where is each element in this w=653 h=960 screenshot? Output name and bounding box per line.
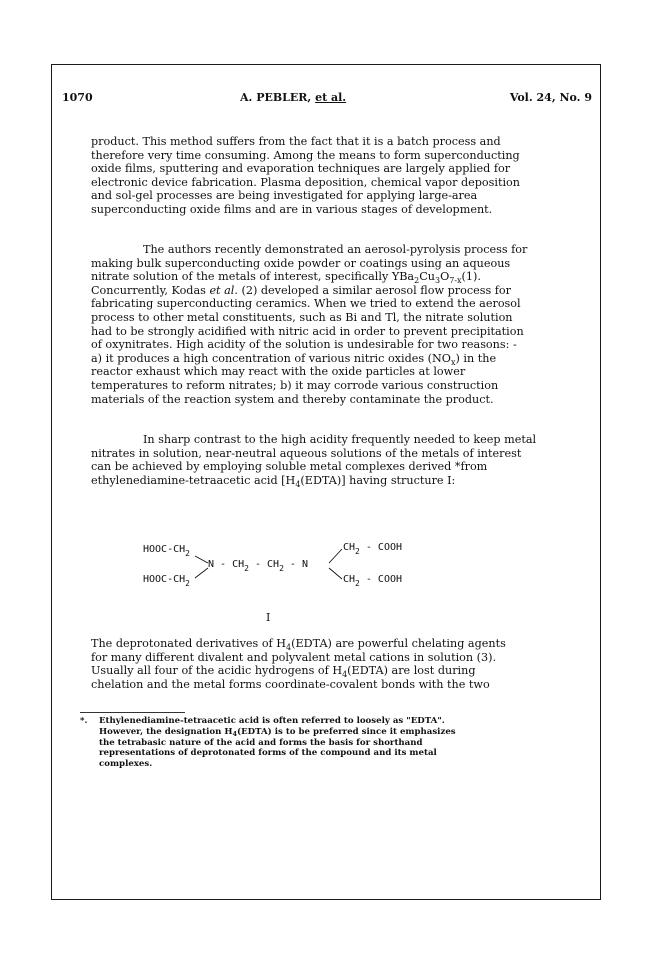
footnote-line: representations of deprotonated forms of the compound and its metal	[99, 748, 437, 759]
text-run: Cu	[419, 270, 435, 284]
footnote-line	[99, 727, 589, 738]
bond-line	[329, 568, 342, 579]
text-line: materials of the reaction system and thereby contaminate the product.	[91, 392, 494, 406]
text-run: ethylenediamine-tetraacetic acid [H	[91, 473, 296, 487]
paragraph-2	[91, 243, 591, 406]
text-line	[91, 637, 591, 651]
bond-line	[195, 568, 208, 578]
left-top-group: HOOC-$CH_2$	[143, 544, 190, 558]
text-run: Usually all four of the acidic hydrogens of H	[91, 664, 343, 678]
text-line: had to be strongly acidified with nitric acid in order to prevent precipitation	[91, 324, 524, 338]
text-run: nitrate solution of the metals of interest, specifically YBa	[91, 270, 415, 284]
text-run: The authors recently demonstrated an aerosol-pyrolysis process for	[143, 243, 528, 256]
subscript: 7-x	[449, 276, 462, 286]
text-line: of oxynitrates. High acidity of the solution is undesirable for two reasons: -	[91, 338, 517, 352]
bond-line	[195, 556, 208, 563]
text-run: (EDTA) is to be preferred since it emphasizes	[237, 726, 456, 737]
text-line: fabricating superconducting ceramics. When we tried to extend the aerosol	[91, 297, 521, 311]
footnote-rule	[80, 712, 185, 713]
subscript: x	[450, 357, 456, 367]
running-header	[62, 91, 592, 107]
text-line	[91, 270, 591, 284]
subscript: 3	[434, 276, 441, 286]
subscript: 4	[286, 643, 292, 652]
right-top-group: $CH_2$ - COOH	[343, 542, 403, 556]
text-line: therefore very time consuming. Among the means to form superconducting	[91, 148, 520, 162]
text-run: However, the designation H	[99, 726, 233, 737]
subscript: 4	[342, 670, 348, 680]
text-run: (EDTA) are lost during	[347, 664, 476, 678]
volume-issue: Vol. 24, No. 9	[509, 91, 592, 104]
text-run: In sharp contrast to the high acidity frequently needed to keep metal	[143, 433, 537, 446]
right-bottom-group: $CH_2$ - COOH	[343, 574, 403, 588]
chemical-structure	[91, 530, 591, 620]
page-number: 1070	[62, 91, 93, 104]
structure-drawing	[91, 530, 591, 610]
running-authors	[240, 91, 346, 104]
structure-label: I	[266, 611, 271, 624]
subscript: 2	[414, 276, 420, 286]
subscript: 4	[232, 729, 238, 738]
text-run: The deprotonated derivatives of H	[91, 637, 287, 650]
footnote-marker: *.	[80, 716, 88, 726]
text-line: can be achieved by employing soluble metal complexes derived *from	[91, 460, 488, 474]
text-run: (2) developed a similar aerosol flow process for	[237, 283, 512, 297]
left-bottom-group: HOOC-$CH_2$	[143, 574, 190, 588]
text-line	[91, 664, 591, 678]
text-line: for many different divalent and polyvalent metal cations in solution (3).	[91, 650, 497, 664]
text-line: oxide films, sputtering and evaporation techniques are largely applied for	[91, 162, 511, 176]
text-line: process to other metal constituents, such as Bi and Tl, the nitrate solution	[91, 310, 513, 324]
text-run: ) in the	[455, 351, 497, 365]
subscript: 4	[295, 479, 301, 489]
text-line	[91, 474, 591, 488]
text-run: Concurrently, Kodas	[91, 283, 210, 297]
text-run: (EDTA) are powerful chelating agents	[291, 637, 506, 650]
text-line	[91, 284, 591, 298]
text-run: (EDTA)] having structure I:	[300, 473, 456, 487]
text-run: O	[440, 270, 450, 284]
text-line: electronic device fabrication. Plasma deposition, chemical vapor deposition	[91, 175, 520, 189]
text-line	[91, 352, 591, 366]
footnote-body	[99, 716, 589, 770]
text-run: a) it produces a high concentration of various nitric oxides (NO	[91, 351, 451, 365]
text-line: superconducting oxide films and are in various stages of development.	[91, 202, 493, 216]
text-line: nitrates in solution, near-neutral aqueous solutions of the metals of interest	[91, 446, 522, 460]
text-line: and sol-gel processes are being investigated for applying large-area	[91, 189, 478, 203]
text-line: temperatures to reform nitrates; b) it may corrode various construction	[91, 378, 499, 392]
text-line	[91, 433, 591, 447]
text-line: making bulk superconducting oxide powder or coatings using an aqueous	[91, 256, 511, 270]
authors-lead: A. PEBLER,	[240, 91, 316, 104]
paragraph-1	[91, 135, 591, 217]
backbone-chain: N - $CH_2 - CH_2$ - N	[208, 559, 308, 573]
text-line: reactor exhaust which may react with the oxide particles at lower	[91, 365, 466, 379]
paragraph-3	[91, 433, 591, 487]
text-run: (1).	[461, 270, 481, 284]
footnote-line: Ethylenediamine-tetraacetic acid is often referred to loosely as "EDTA".	[99, 716, 445, 726]
paragraph-4	[91, 637, 591, 691]
text-line: chelation and the metal forms coordinate-covalent bonds with the two	[91, 677, 490, 691]
authors-etal: et al.	[315, 91, 347, 104]
bond-line	[329, 549, 342, 563]
text-line: product. This method suffers from the fact that it is a batch process and	[91, 135, 501, 148]
text-italic: et al.	[209, 283, 238, 297]
text-line	[91, 243, 591, 257]
footnote-line: the tetrabasic nature of the acid and forms the basis for shorthand	[99, 737, 423, 748]
footnote-line: complexes.	[99, 759, 153, 770]
